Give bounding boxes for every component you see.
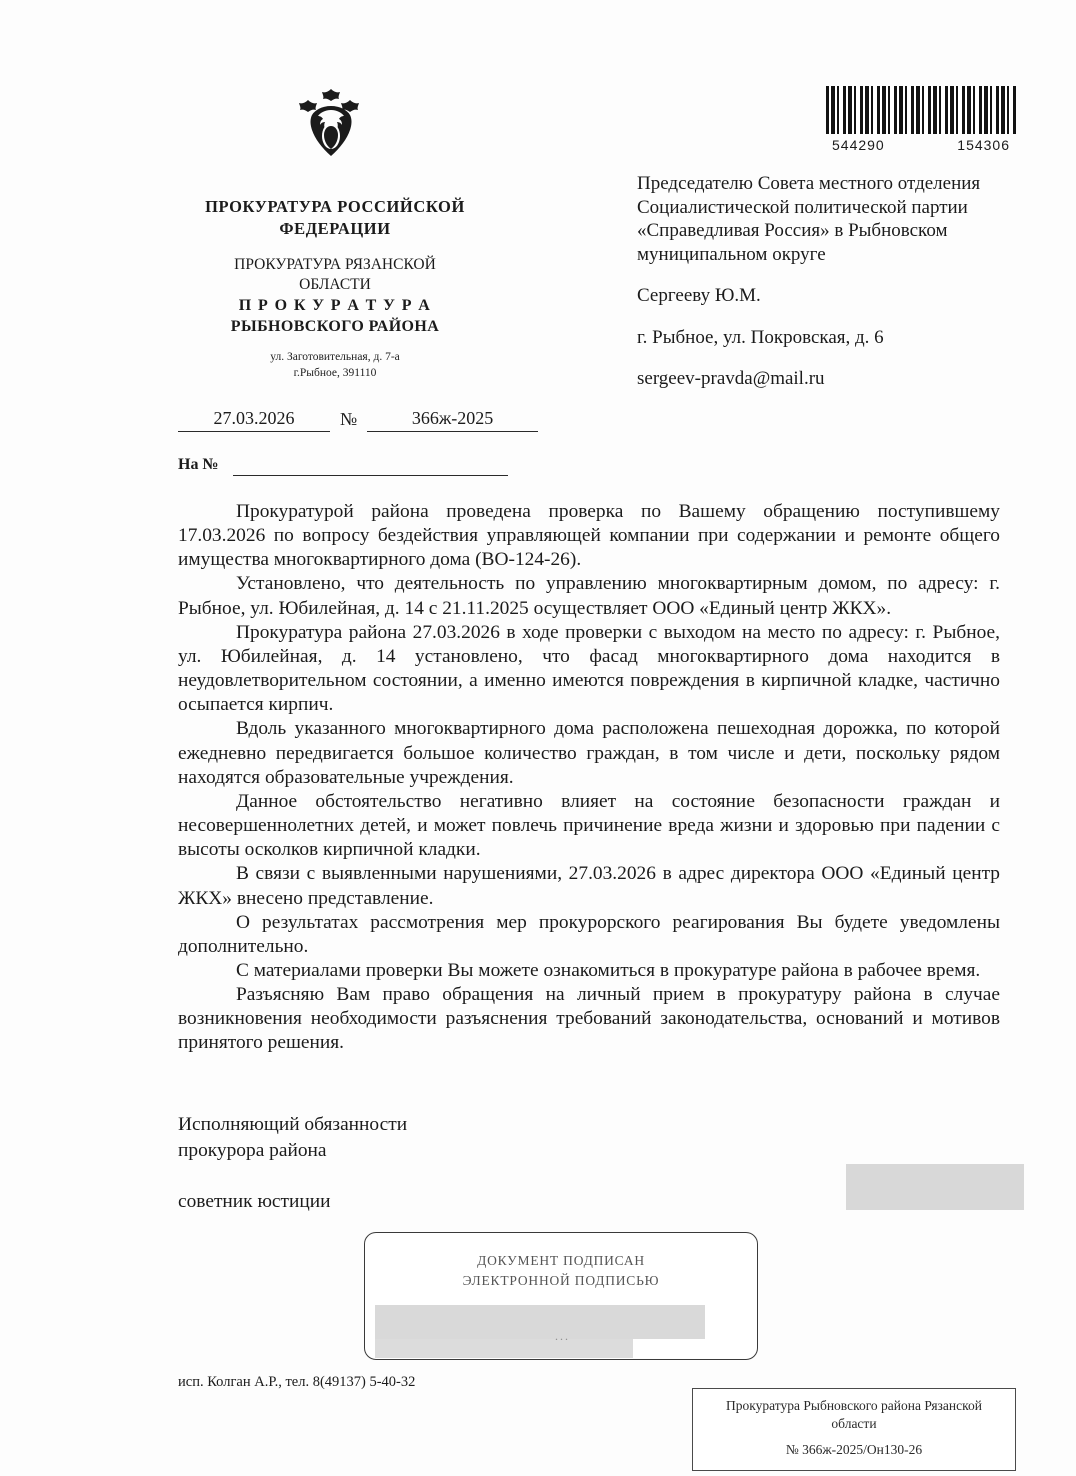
esign-redaction-1 bbox=[375, 1305, 705, 1339]
addressee-address: г. Рыбное, ул. Покровская, д. 6 bbox=[637, 326, 884, 348]
letterhead-line-2: ФЕДЕРАЦИИ bbox=[279, 219, 391, 239]
reference-number: 366ж-2025 bbox=[367, 408, 538, 432]
signature-rank: советник юстиции bbox=[178, 1191, 331, 1213]
redaction-block bbox=[846, 1164, 1024, 1210]
esign-line-2: ЭЛЕКТРОННОЙ ПОДПИСЬЮ bbox=[462, 1273, 660, 1289]
barcode-bars bbox=[826, 86, 1016, 134]
registration-stamp bbox=[692, 1388, 1016, 1471]
addressee-position: Председателю Совета местного отделения Социалистической политической партии «Справедливая Россия» в Рыбновском муниципальном округе bbox=[637, 173, 981, 265]
body-paragraph: Прокуратурой района проведена проверка по Вашему обращению поступившему 17.03.2026 по вопросу бездействия управляющей компании при содержании и ремонте общего имущества многоквартирного дома (ВО-124-26). bbox=[178, 501, 1000, 571]
barcode bbox=[826, 86, 1016, 153]
signature-line-1: Исполняющий обязанности bbox=[178, 1114, 408, 1135]
letterhead-line-4: ОБЛАСТИ bbox=[299, 275, 371, 293]
barcode-number-left: 544290 bbox=[832, 137, 885, 153]
body-paragraph: Установлено, что деятельность по управлению многоквартирным домом, по адресу: г. Рыбное, ул. Юбилейная, д. 14 с 21.11.2025 осуществляет ООО «Единый центр ЖКХ». bbox=[178, 573, 1000, 619]
esign-redaction-2 bbox=[375, 1339, 633, 1358]
body-paragraph: Вдоль указанного многоквартирного дома расположена пешеходная дорожка, по которой ежедневно передвигается большое количество граждан, в том числе и дети, поскольку рядом находятся образовательные учреждения. bbox=[178, 718, 1000, 788]
signature-spacer bbox=[178, 1163, 407, 1189]
letter-body bbox=[178, 500, 1000, 1056]
executor-line: исп. Колган А.Р., тел. 8(49137) 5-40-32 bbox=[178, 1374, 416, 1390]
incoming-reference-label: На № bbox=[178, 456, 219, 473]
barcode-numbers bbox=[826, 134, 1016, 153]
registration-stamp-number: № 366ж-2025/Он130-26 bbox=[785, 1442, 923, 1458]
incoming-reference-row bbox=[178, 456, 508, 476]
body-paragraph: В связи с выявленными нарушениями, 27.03.2026 в адрес директора ООО «Единый центр ЖКХ» внесено представление. bbox=[178, 863, 1000, 909]
letterhead-line-1: ПРОКУРАТУРА РОССИЙСКОЙ bbox=[205, 197, 465, 216]
esign-line-1: ДОКУМЕНТ ПОДПИСАН bbox=[477, 1253, 645, 1268]
number-sign: № bbox=[340, 409, 358, 429]
addressee-block bbox=[637, 172, 1057, 391]
barcode-number-right: 154306 bbox=[957, 137, 1010, 153]
electronic-signature-stamp bbox=[364, 1232, 758, 1360]
letterhead-line-5: П Р О К У Р А Т У Р А bbox=[238, 296, 432, 314]
reference-date: 27.03.2026 bbox=[178, 408, 330, 432]
signature-block bbox=[178, 1112, 407, 1215]
addressee-email: sergeev-pravda@mail.ru bbox=[637, 368, 825, 390]
body-paragraph: Прокуратура района 27.03.2026 в ходе проверки с выходом на место по адресу: г. Рыбное, ул. Юбилейная, д. 14 установлено, что фасад многоквартирного дома находится в неудовлетворительном состоянии, а именно имеются повреждения в кирпичной кладке, частично осыпается кирпич. bbox=[178, 621, 1000, 716]
body-paragraph: О результатах рассмотрения мер прокурорского реагирования Вы будете уведомлены дополнительно. bbox=[178, 911, 1000, 957]
letterhead bbox=[150, 196, 520, 381]
letterhead-address-street: ул. Заготовительная, д. 7-а bbox=[270, 351, 400, 363]
letterhead-address-city: г.Рыбное, 391110 bbox=[293, 366, 377, 379]
body-paragraph: С материалами проверки Вы можете ознакомиться в прокуратуре района в рабочее время. bbox=[236, 959, 981, 981]
signature-line-2: прокурора района bbox=[178, 1139, 327, 1161]
reference-date-row bbox=[178, 408, 538, 432]
incoming-reference-line bbox=[233, 461, 508, 476]
letterhead-line-3: ПРОКУРАТУРА РЯЗАНСКОЙ bbox=[234, 255, 436, 273]
registration-stamp-line-2: области bbox=[831, 1416, 877, 1432]
addressee-name: Сергееву Ю.М. bbox=[637, 285, 761, 307]
russian-coat-of-arms-icon bbox=[296, 86, 366, 164]
body-paragraph: Разъясняю Вам право обращения на личный прием в прокуратуру района в случае возникновения необходимости разъяснения требований законодательства, оснований и мотивов принятого решения. bbox=[178, 984, 1000, 1054]
letterhead-line-6: РЫБНОВСКОГО РАЙОНА bbox=[230, 318, 440, 336]
registration-stamp-line-1: Прокуратура Рыбновского района Рязанской bbox=[726, 1398, 982, 1413]
body-paragraph: Данное обстоятельство негативно влияет на состояние безопасности граждан и несовершеннолетних детей, и может повлечь причинение вреда жизни и здоровью при падении с высоты осколков кирпичной кладки. bbox=[178, 790, 1000, 861]
esign-masked-text: ... bbox=[555, 1329, 570, 1343]
